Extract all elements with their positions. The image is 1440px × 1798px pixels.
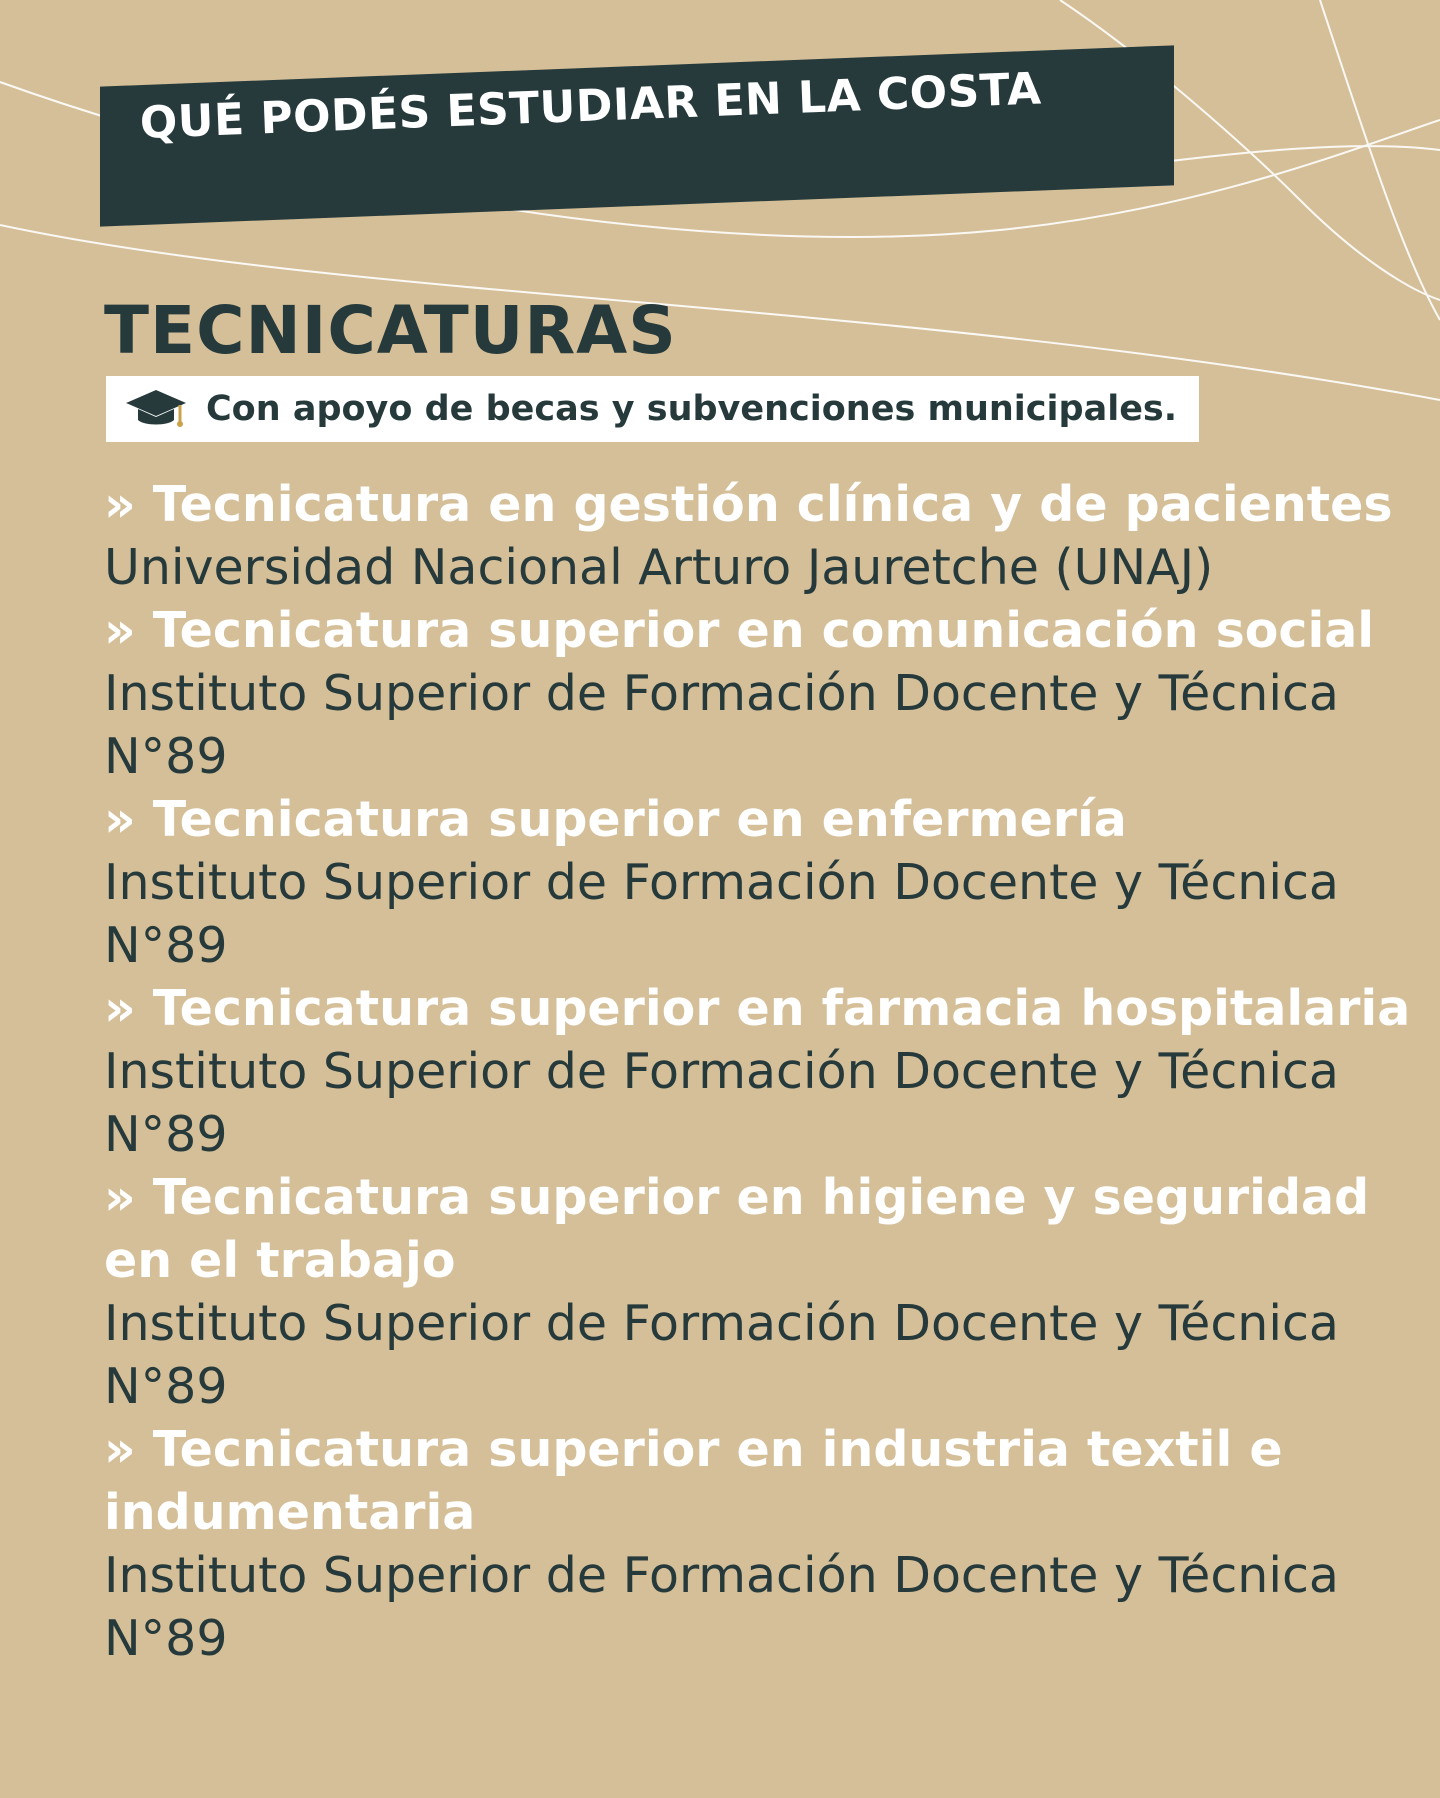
course-list bbox=[104, 473, 1424, 1670]
scholarship-note-text: Con apoyo de becas y subvenciones municipales. bbox=[206, 389, 1178, 429]
course-institution: Instituto Superior de Formación Docente y Técnica N°89 bbox=[104, 854, 1339, 974]
list-item bbox=[104, 1418, 1424, 1670]
course-name: » Tecnicatura superior en industria textil e indumentaria bbox=[104, 1421, 1283, 1541]
course-institution: Instituto Superior de Formación Docente y Técnica N°89 bbox=[104, 1547, 1339, 1667]
course-name: » Tecnicatura superior en comunicación social bbox=[104, 602, 1375, 659]
list-item bbox=[104, 977, 1424, 1166]
section-title: TECNICATURAS bbox=[104, 292, 677, 369]
list-item bbox=[104, 1166, 1424, 1418]
scholarship-note bbox=[106, 376, 1199, 442]
list-item bbox=[104, 788, 1424, 977]
course-name: » Tecnicatura superior en farmacia hospitalaria bbox=[104, 980, 1411, 1037]
banner-title: QUÉ PODÉS ESTUDIAR EN LA COSTA bbox=[139, 63, 1043, 149]
course-institution: Universidad Nacional Arturo Jauretche (UNAJ) bbox=[104, 539, 1214, 596]
list-item bbox=[104, 599, 1424, 788]
list-item bbox=[104, 473, 1424, 599]
course-institution: Instituto Superior de Formación Docente y Técnica N°89 bbox=[104, 1295, 1339, 1415]
course-institution: Instituto Superior de Formación Docente y Técnica N°89 bbox=[104, 665, 1339, 785]
graduation-cap-icon bbox=[124, 386, 188, 432]
course-institution: Instituto Superior de Formación Docente y Técnica N°89 bbox=[104, 1043, 1339, 1163]
course-name: » Tecnicatura superior en higiene y seguridad en el trabajo bbox=[104, 1169, 1370, 1289]
course-name: » Tecnicatura en gestión clínica y de pacientes bbox=[104, 476, 1393, 533]
course-name: » Tecnicatura superior en enfermería bbox=[104, 791, 1127, 848]
